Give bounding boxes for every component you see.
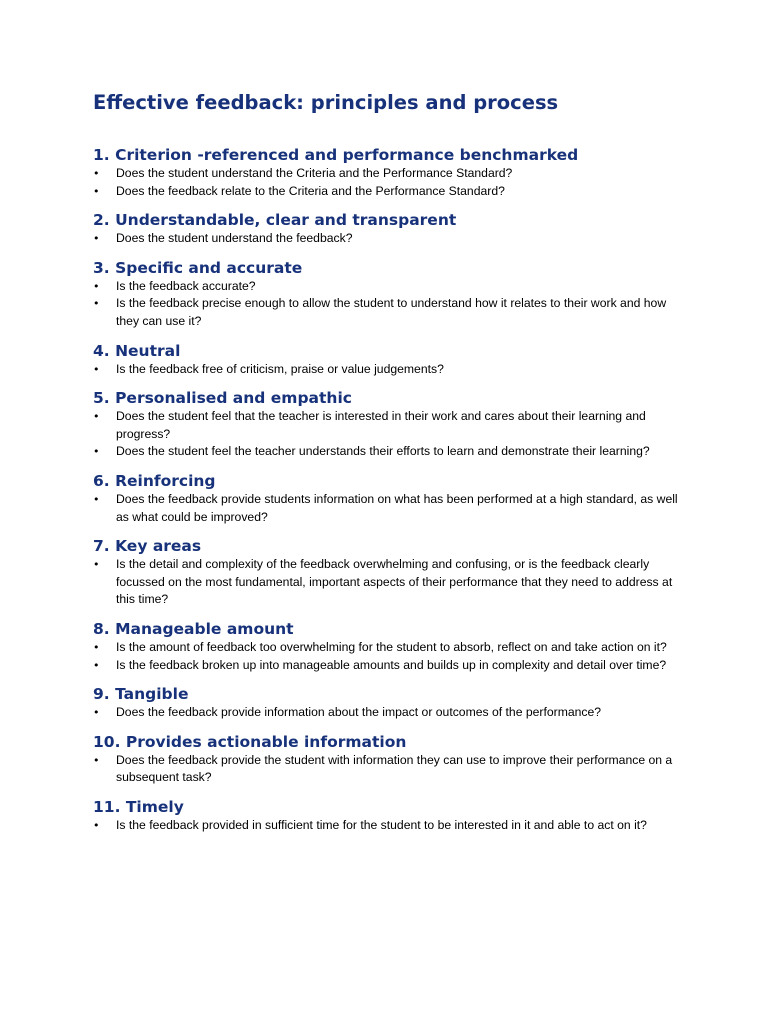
sections-container: [93, 146, 683, 834]
bullet-icon: •: [93, 658, 100, 672]
section-7: [93, 537, 683, 609]
list-item: [93, 657, 683, 675]
list-item-text: Is the feedback broken up into manageable amounts and builds up in complexity and detail over time?: [116, 657, 667, 672]
list-item: [93, 165, 683, 183]
list-item: [93, 361, 683, 379]
bullet-icon: •: [93, 279, 100, 293]
list-item-text: Is the feedback precise enough to allow the student to understand how it relates to their work and how they can use it?: [116, 296, 667, 328]
bullet-icon: •: [93, 362, 100, 376]
section-11: [93, 798, 683, 835]
list-item: [93, 443, 683, 461]
bullet-list: [93, 165, 683, 200]
section-3: [93, 259, 683, 331]
bullet-icon: •: [93, 558, 100, 572]
list-item: [93, 491, 683, 526]
bullet-icon: •: [93, 410, 100, 424]
list-item-text: Does the student feel the teacher understands their efforts to learn and demonstrate their learning?: [116, 444, 650, 459]
document-body: [93, 90, 683, 845]
section-5: [93, 389, 683, 461]
bullet-list: [93, 817, 683, 835]
section-heading: 9. Tangible: [93, 685, 189, 704]
bullet-icon: •: [93, 232, 100, 246]
section-heading: 10. Provides actionable information: [93, 732, 407, 751]
list-item-text: Does the feedback provide information about the impact or outcomes of the performance?: [116, 705, 602, 720]
section-heading: 6. Reinforcing: [93, 471, 216, 490]
list-item: [93, 295, 683, 330]
bullet-list: [93, 752, 683, 787]
list-item-text: Is the feedback accurate?: [116, 278, 256, 293]
list-item: [93, 817, 683, 835]
section-10: [93, 733, 683, 787]
bullet-icon: •: [93, 818, 100, 832]
bullet-list: [93, 556, 683, 609]
list-item: [93, 408, 683, 443]
bullet-list: [93, 491, 683, 526]
list-item-text: Is the feedback free of criticism, praise or value judgements?: [116, 361, 444, 376]
list-item-text: Is the feedback provided in sufficient time for the student to be interested in it and able to act on it?: [116, 817, 647, 832]
section-6: [93, 472, 683, 526]
section-2: [93, 211, 683, 248]
list-item-text: Is the amount of feedback too overwhelming for the student to absorb, reflect on and take action on it?: [116, 639, 667, 654]
list-item: [93, 752, 683, 787]
bullet-list: [93, 704, 683, 722]
section-heading: 4. Neutral: [93, 341, 181, 360]
bullet-list: [93, 230, 683, 248]
list-item-text: Does the student understand the Criteria and the Performance Standard?: [116, 166, 513, 180]
bullet-list: [93, 361, 683, 379]
section-heading: 1. Criterion -referenced and performance benchmarked: [93, 146, 579, 164]
section-4: [93, 342, 683, 379]
list-item: [93, 230, 683, 248]
section-heading: 3. Specific and accurate: [93, 258, 303, 277]
section-heading: 7. Key areas: [93, 537, 202, 556]
bullet-list: [93, 408, 683, 461]
section-heading: 5. Personalised and empathic: [93, 389, 352, 408]
list-item: [93, 556, 683, 609]
section-heading: 8. Manageable amount: [93, 619, 294, 638]
document-title: Effective feedback: principles and process: [93, 91, 559, 114]
list-item: [93, 278, 683, 296]
list-item-text: Does the feedback provide students information on what has been performed at a high standard, as well as what could be improved?: [116, 491, 678, 524]
bullet-icon: •: [93, 297, 100, 311]
list-item: [93, 183, 683, 201]
bullet-icon: •: [93, 640, 100, 654]
bullet-icon: •: [93, 445, 100, 459]
list-item: [93, 704, 683, 722]
section-heading: 11. Timely: [93, 797, 184, 816]
bullet-icon: •: [93, 492, 100, 506]
list-item-text: Is the detail and complexity of the feedback overwhelming and confusing, or is the feedback clearly focussed on the most fundamental, important aspects of their performance that they need to address at this time?: [116, 557, 673, 607]
list-item-text: Does the feedback provide the student with information they can use to improve their performance on a subsequent task?: [116, 752, 673, 785]
bullet-icon: •: [93, 753, 100, 767]
list-item: [93, 639, 683, 657]
bullet-icon: •: [93, 706, 100, 720]
list-item-text: Does the student understand the feedback?: [116, 231, 353, 246]
section-heading: 2. Understandable, clear and transparent: [93, 211, 457, 230]
list-item-text: Does the student feel that the teacher is interested in their work and cares about their learning and progress?: [116, 409, 646, 441]
bullet-icon: •: [93, 167, 100, 180]
section-9: [93, 685, 683, 722]
bullet-icon: •: [93, 184, 100, 198]
section-1: [93, 146, 683, 200]
bullet-list: [93, 639, 683, 674]
list-item-text: Does the feedback relate to the Criteria and the Performance Standard?: [116, 183, 505, 198]
section-8: [93, 620, 683, 674]
bullet-list: [93, 278, 683, 331]
